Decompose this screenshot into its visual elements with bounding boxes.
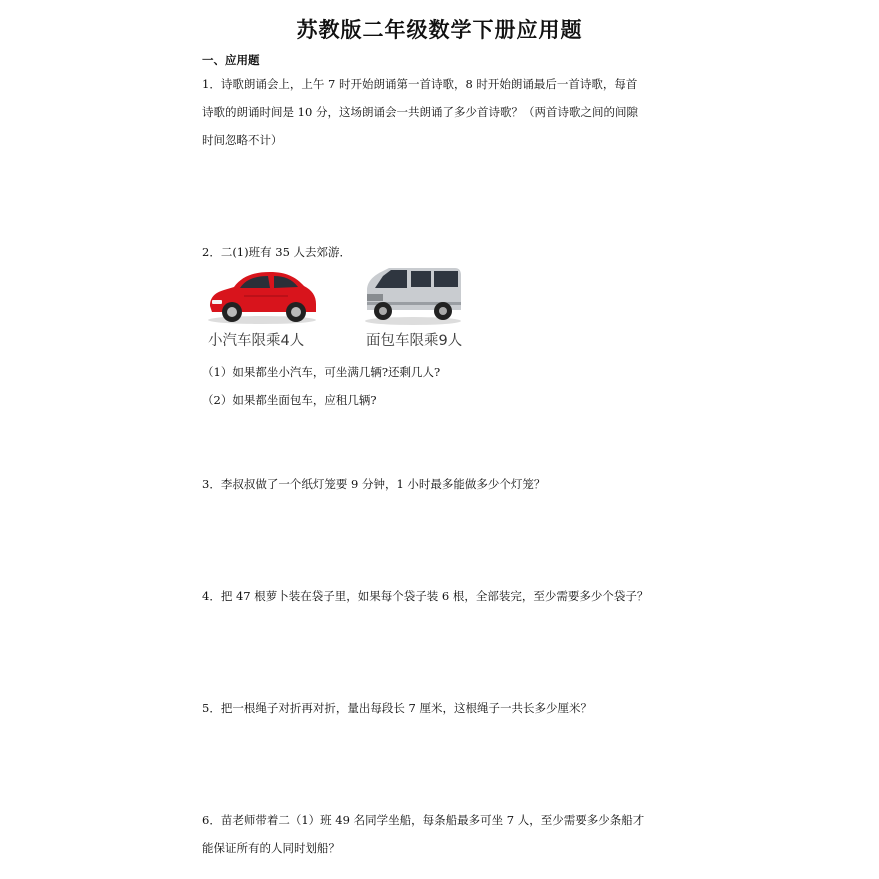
question-2	[202, 238, 682, 266]
question-5-text: 5．把一根绳子对折再对折，量出每段长 7 厘米，这根绳子一共长多少厘米？	[202, 701, 592, 715]
question-6	[202, 806, 682, 862]
car-caption: 小汽车限乘4人	[208, 333, 305, 349]
red-car-image	[204, 268, 320, 326]
question-4	[202, 582, 682, 610]
question-2-text: 2．二(1)班有 35 人去郊游．	[202, 245, 352, 259]
question-2-sub-1: （1）如果都坐小汽车，可坐满几辆?还剩几人?	[202, 365, 441, 379]
question-6-line-1: 6．苗老师带着二（1）班 49 名同学坐船，每条船最多可坐 7 人，至少需要多少条船才	[202, 813, 645, 827]
van-caption: 面包车限乘9人	[366, 333, 463, 349]
question-1	[202, 70, 682, 154]
question-3-text: 3．李叔叔做了一个纸灯笼要 9 分钟，1 小时最多能做多少个灯笼？	[202, 477, 546, 491]
question-5	[202, 694, 682, 722]
question-1-line-1: 1．诗歌朗诵会上，上午 7 时开始朗诵第一首诗歌，8 时开始朗诵最后一首诗歌，每首	[202, 77, 638, 91]
question-4-text: 4．把 47 根萝卜装在袋子里，如果每个袋子装 6 根，全部装完，至少需要多少个袋子？	[202, 589, 649, 603]
question-2-subquestions	[202, 358, 682, 414]
question-1-line-2: 诗歌的朗诵时间是 10 分，这场朗诵会一共朗诵了多少首诗歌？（两首诗歌之间的间隙	[202, 105, 638, 119]
minivan-image	[363, 264, 463, 326]
question-2-sub-2: （2）如果都坐面包车，应租几辆?	[202, 393, 377, 407]
question-3	[202, 470, 682, 498]
question-1-line-3: 时间忽略不计）	[202, 133, 283, 147]
section-heading: 一、应用题	[202, 53, 260, 67]
page-title: 苏教版二年级数学下册应用题	[296, 18, 583, 42]
question-6-line-2: 能保证所有的人同时划船？	[202, 841, 340, 855]
